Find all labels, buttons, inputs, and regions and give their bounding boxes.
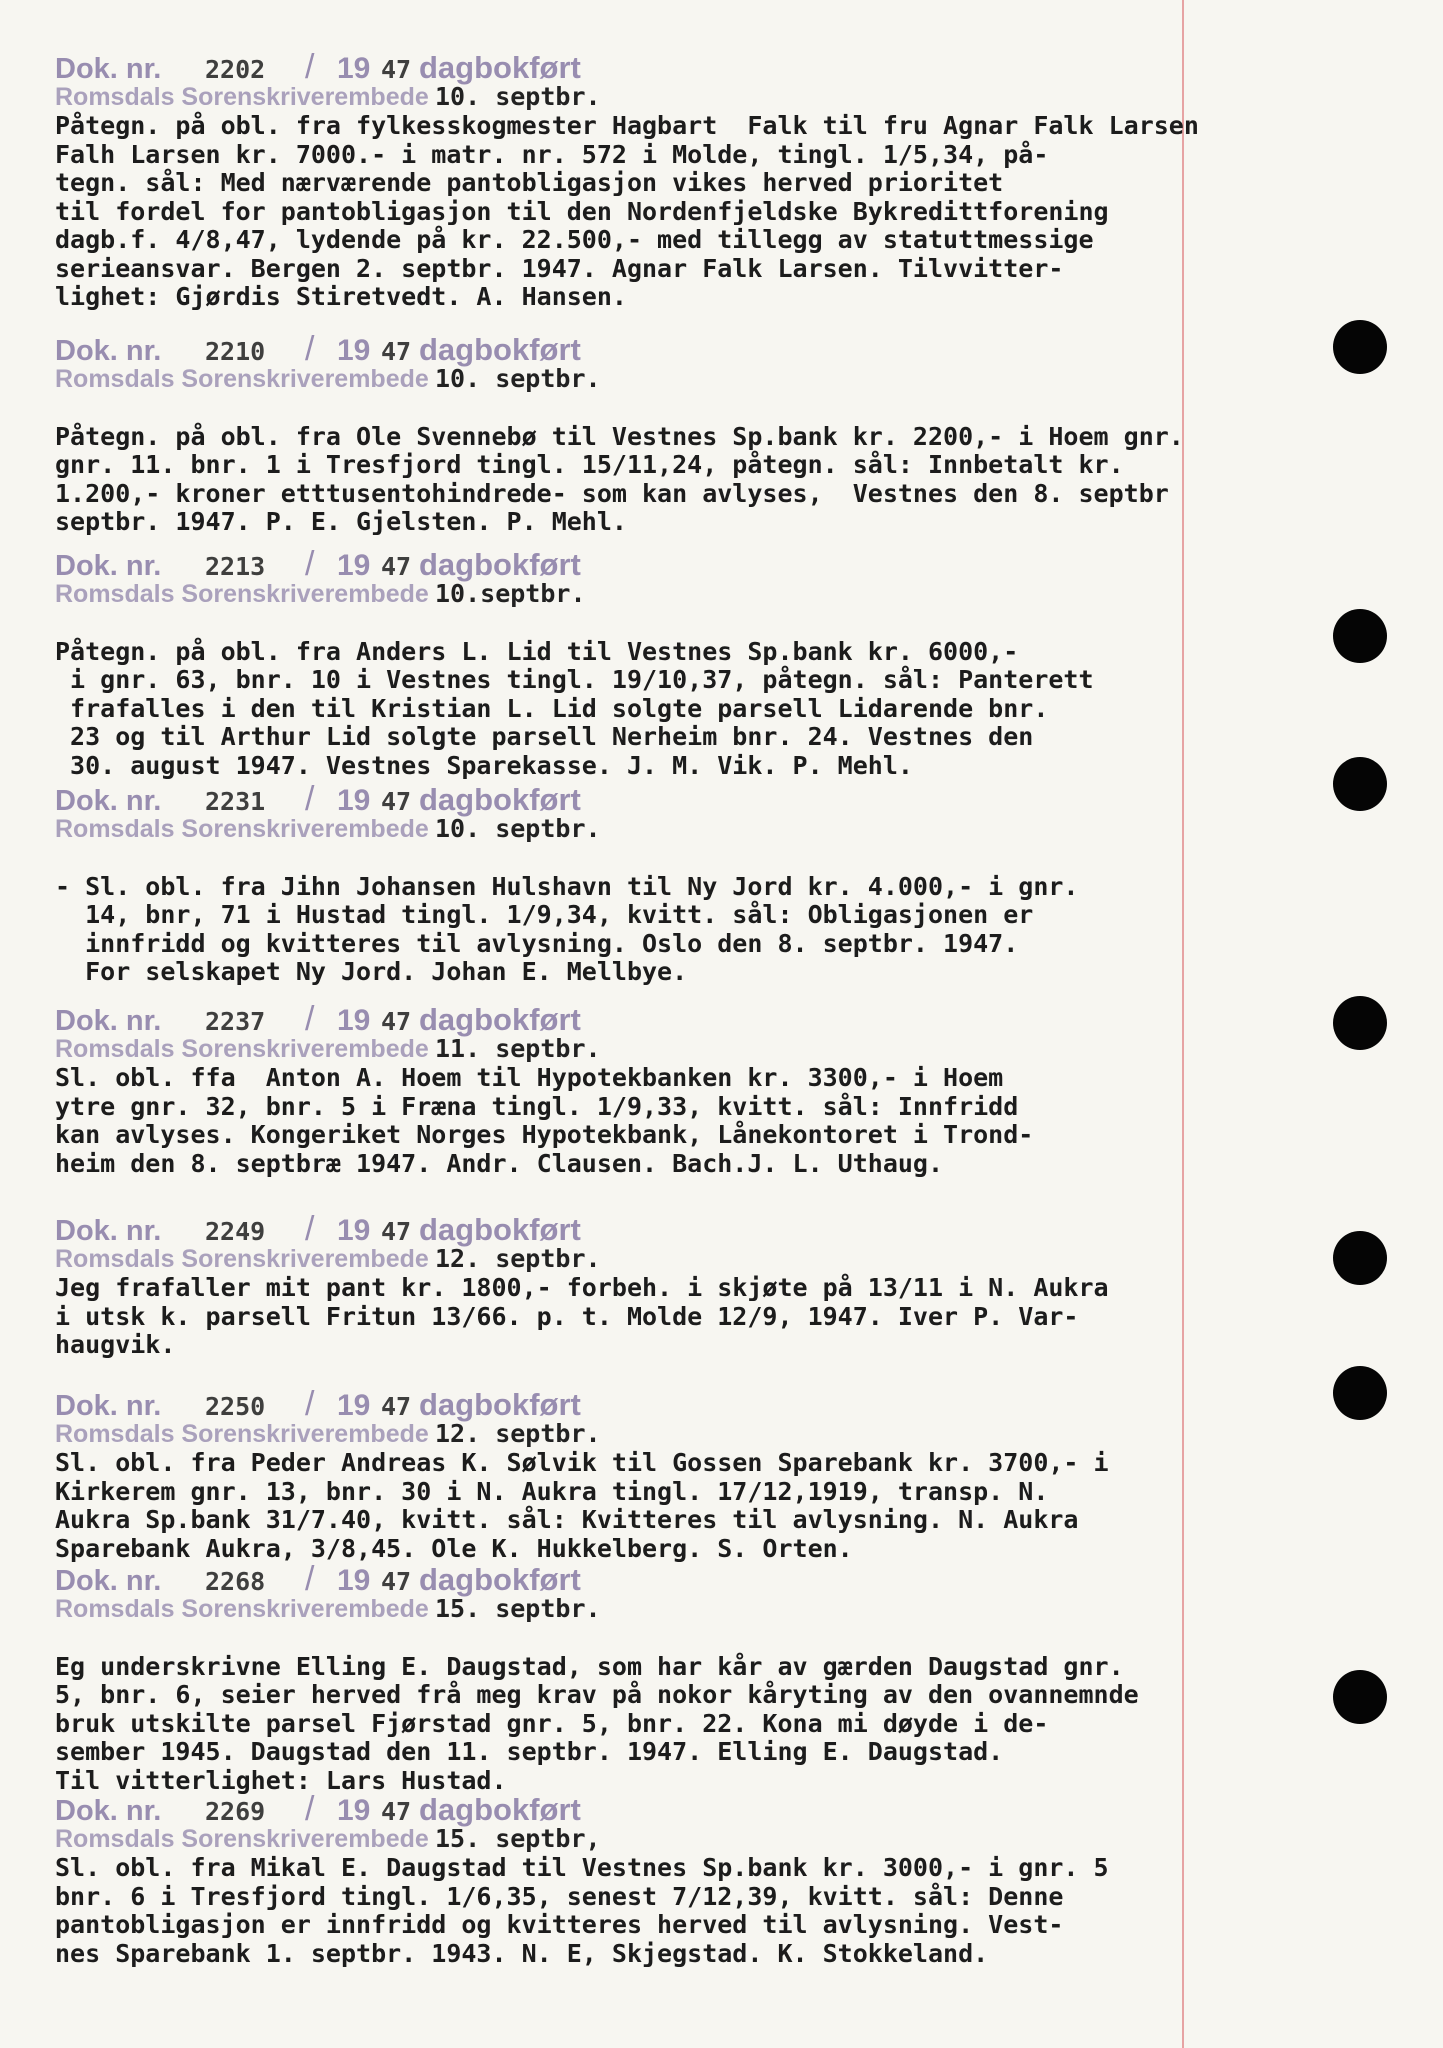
office-line [55, 1419, 1365, 1449]
entry-text: Sl. obl. ffa Anton A. Hoem til Hypotekbanken kr. 3300,- i Hoem ytre gnr. 32, bnr. 5 i Fræna tingl. 1/9,33, kvitt. sål: Innfridd kan avlyses. Kongeriket Norges Hypotekbank, Lånekontoret i Trond- heim den 8. septbræ 1947. Andr. Clausen. Bach.J. L. Uthaug. [55, 1063, 1034, 1178]
dok-label: Dok. nr. [55, 1795, 162, 1827]
dok-label: Dok. nr. [55, 335, 162, 367]
entry-date: 10. septbr. [435, 814, 601, 843]
dagbokfort-stamp: dagbokført [419, 50, 581, 85]
dok-label: Dok. nr. [55, 1005, 162, 1037]
year-suffix: 47 [381, 552, 412, 581]
year-suffix: 47 [381, 1567, 412, 1596]
dok-label: Dok. nr. [55, 1215, 162, 1247]
stamp-slash: / [305, 780, 315, 818]
journal-entry [55, 1000, 1365, 1178]
entry-text: - Sl. obl. fra Jihn Johansen Hulshavn til Ny Jord kr. 4.000,- i gnr. 14, bnr, 71 i Hustad tingl. 1/9,34, kvitt. sål: Obligasjonen er innfridd og kvitteres til avlysning. Oslo den 8. septbr. 1947. For selskapet Ny Jord. Johan E. Mellbye. [55, 871, 1079, 986]
office-stamp: Romsdals Sorenskriverembede [55, 815, 429, 843]
dok-label: Dok. nr. [55, 53, 162, 85]
stamp-slash: / [305, 1210, 315, 1248]
registration-stamp [55, 780, 1365, 818]
year-prefix: 19 [337, 52, 371, 85]
entry-text: Eg underskrivne Elling E. Daugstad, som har kår av gærden Daugstad gnr. 5, bnr. 6, seier herved frå meg krav på nokor kåryting av den ovannemnde bruk utskilte parsel Fjørstad gnr. 5, bnr. 22. Kona mi døyde i de- sember 1945. Daugstad den 11. septbr. 1947. Elling E. Daugstad. Til vitterlighet: Lars Hustad. [55, 1651, 1139, 1795]
entry-date: 15. septbr. [435, 1594, 601, 1623]
dagbokfort-stamp: dagbokført [419, 782, 581, 817]
entry-date: 12. septbr. [435, 1419, 601, 1448]
journal-entry [55, 1560, 1365, 1795]
year-suffix: 47 [381, 1797, 412, 1826]
office-line [55, 82, 1365, 112]
year-suffix: 47 [381, 337, 412, 366]
registration-stamp [55, 48, 1365, 86]
year-prefix: 19 [337, 1214, 371, 1247]
office-line [55, 1824, 1365, 1854]
journal-entry [55, 1385, 1365, 1563]
dagbokfort-stamp: dagbokført [419, 332, 581, 367]
journal-entry [55, 780, 1365, 987]
year-suffix: 47 [381, 1007, 412, 1036]
office-line [55, 814, 1365, 844]
stamp-slash: / [305, 1385, 315, 1423]
registration-stamp [55, 330, 1365, 368]
office-line [55, 1594, 1365, 1624]
stamp-slash: / [305, 330, 315, 368]
entry-date: 15. septbr, [435, 1824, 601, 1853]
entry-date: 10. septbr. [435, 364, 601, 393]
year-prefix: 19 [337, 334, 371, 367]
year-prefix: 19 [337, 549, 371, 582]
dagbokfort-stamp: dagbokført [419, 1002, 581, 1037]
journal-entry [55, 545, 1365, 780]
dok-label: Dok. nr. [55, 550, 162, 582]
dagbokfort-stamp: dagbokført [419, 1562, 581, 1597]
entry-date: 12. septbr. [435, 1244, 601, 1273]
document-number: 2237 [205, 1007, 266, 1036]
office-line [55, 364, 1365, 394]
year-prefix: 19 [337, 1564, 371, 1597]
office-stamp: Romsdals Sorenskriverembede [55, 1245, 429, 1273]
entry-text: Sl. obl. fra Mikal E. Daugstad til Vestnes Sp.bank kr. 3000,- i gnr. 5 bnr. 6 i Tresfjord tingl. 1/6,35, senest 7/12,39, kvitt. sål: Denne pantobligasjon er innfridd og kvitteres herved til avlysning. Vest- nes Sparebank 1. septbr. 1943. N. E, Skjegstad. K. Stokkeland. [55, 1853, 1109, 1968]
year-prefix: 19 [337, 1389, 371, 1422]
journal-entry [55, 330, 1365, 537]
entry-date: 10. septbr. [435, 82, 601, 111]
journal-entry [55, 1790, 1365, 1968]
registration-stamp [55, 545, 1365, 583]
journal-entry [55, 1210, 1365, 1360]
office-stamp: Romsdals Sorenskriverembede [55, 1420, 429, 1448]
year-prefix: 19 [337, 1004, 371, 1037]
document-number: 2202 [205, 55, 266, 84]
year-suffix: 47 [381, 787, 412, 816]
office-line [55, 1244, 1365, 1274]
office-stamp: Romsdals Sorenskriverembede [55, 580, 429, 608]
document-number: 2210 [205, 337, 266, 366]
year-suffix: 47 [381, 1217, 412, 1246]
entry-date: 11. septbr. [435, 1034, 601, 1063]
document-number: 2250 [205, 1392, 266, 1421]
dagbokfort-stamp: dagbokført [419, 547, 581, 582]
stamp-slash: / [305, 545, 315, 583]
dok-label: Dok. nr. [55, 1390, 162, 1422]
dok-label: Dok. nr. [55, 785, 162, 817]
stamp-slash: / [305, 1790, 315, 1828]
stamp-slash: / [305, 48, 315, 86]
office-line [55, 1034, 1365, 1064]
entry-text: Påtegn. på obl. fra Ole Svennebø til Vestnes Sp.bank kr. 2200,- i Hoem gnr. gnr. 11. bnr. 1 i Tresfjord tingl. 15/11,24, påtegn. sål: Innbetalt kr. 1.200,- kroner etttusentohindrede- som kan avlyses, Vestnes den 8. septbr septbr. 1947. P. E. Gjelsten. P. Mehl. [55, 421, 1184, 536]
year-suffix: 47 [381, 1392, 412, 1421]
document-number: 2269 [205, 1797, 266, 1826]
office-stamp: Romsdals Sorenskriverembede [55, 365, 429, 393]
dagbokfort-stamp: dagbokført [419, 1792, 581, 1827]
entry-text: Påtegn. på obl. fra fylkesskogmester Hagbart Falk til fru Agnar Falk Larsen Falh Larsen kr. 7000.- i matr. nr. 572 i Molde, tingl. 1/5,34, på- tegn. sål: Med nærværende pantobligasjon vikes herved prioritet til fordel for pantobligasjon til den Nordenfjeldske Bykredittforening dagb.f. 4/8,47, lydende på kr. 22.500,- med tillegg av statuttmessige serieansvar. Bergen 2. septbr. 1947. Agnar Falk Larsen. Tilvvitter- lighet: Gjørdis Stiretvedt. A. Hansen. [55, 111, 1199, 311]
registration-stamp [55, 1000, 1365, 1038]
year-suffix: 47 [381, 55, 412, 84]
office-line [55, 579, 1365, 609]
entry-text: Sl. obl. fra Peder Andreas K. Sølvik til Gossen Sparebank kr. 3700,- i Kirkerem gnr. 13, bnr. 30 i N. Aukra tingl. 17/12,1919, transp. N. Aukra Sp.bank 31/7.40, kvitt. sål: Kvitteres til avlysning. N. Aukra Sparebank Aukra, 3/8,45. Ole K. Hukkelberg. S. Orten. [55, 1448, 1109, 1563]
journal-entry [55, 48, 1365, 312]
entry-text: Påtegn. på obl. fra Anders L. Lid til Vestnes Sp.bank kr. 6000,- i gnr. 63, bnr. 10 i Vestnes tingl. 19/10,37, påtegn. sål: Panterett frafalles i den til Kristian L. Lid solgte parsell Lidarende bnr. 23 og til Arthur Lid solgte parsell Nerheim bnr. 24. Vestnes den 30. august 1947. Vestnes Sparekasse. J. M. Vik. P. Mehl. [55, 636, 1094, 780]
registration-stamp [55, 1385, 1365, 1423]
office-stamp: Romsdals Sorenskriverembede [55, 1035, 429, 1063]
dok-label: Dok. nr. [55, 1565, 162, 1597]
entry-date: 10.septbr. [435, 579, 586, 608]
registration-stamp [55, 1790, 1365, 1828]
office-stamp: Romsdals Sorenskriverembede [55, 1595, 429, 1623]
document-number: 2231 [205, 787, 266, 816]
entry-text: Jeg frafaller mit pant kr. 1800,- forbeh. i skjøte på 13/11 i N. Aukra i utsk k. parsell Fritun 13/66. p. t. Molde 12/9, 1947. Iver P. Var- haugvik. [55, 1273, 1109, 1359]
document-number: 2268 [205, 1567, 266, 1596]
office-stamp: Romsdals Sorenskriverembede [55, 1825, 429, 1853]
dagbokfort-stamp: dagbokført [419, 1212, 581, 1247]
registration-stamp [55, 1210, 1365, 1248]
office-stamp: Romsdals Sorenskriverembede [55, 83, 429, 111]
dagbokfort-stamp: dagbokført [419, 1387, 581, 1422]
year-prefix: 19 [337, 784, 371, 817]
document-number: 2249 [205, 1217, 266, 1246]
document-number: 2213 [205, 552, 266, 581]
stamp-slash: / [305, 1000, 315, 1038]
registration-stamp [55, 1560, 1365, 1598]
stamp-slash: / [305, 1560, 315, 1598]
year-prefix: 19 [337, 1794, 371, 1827]
